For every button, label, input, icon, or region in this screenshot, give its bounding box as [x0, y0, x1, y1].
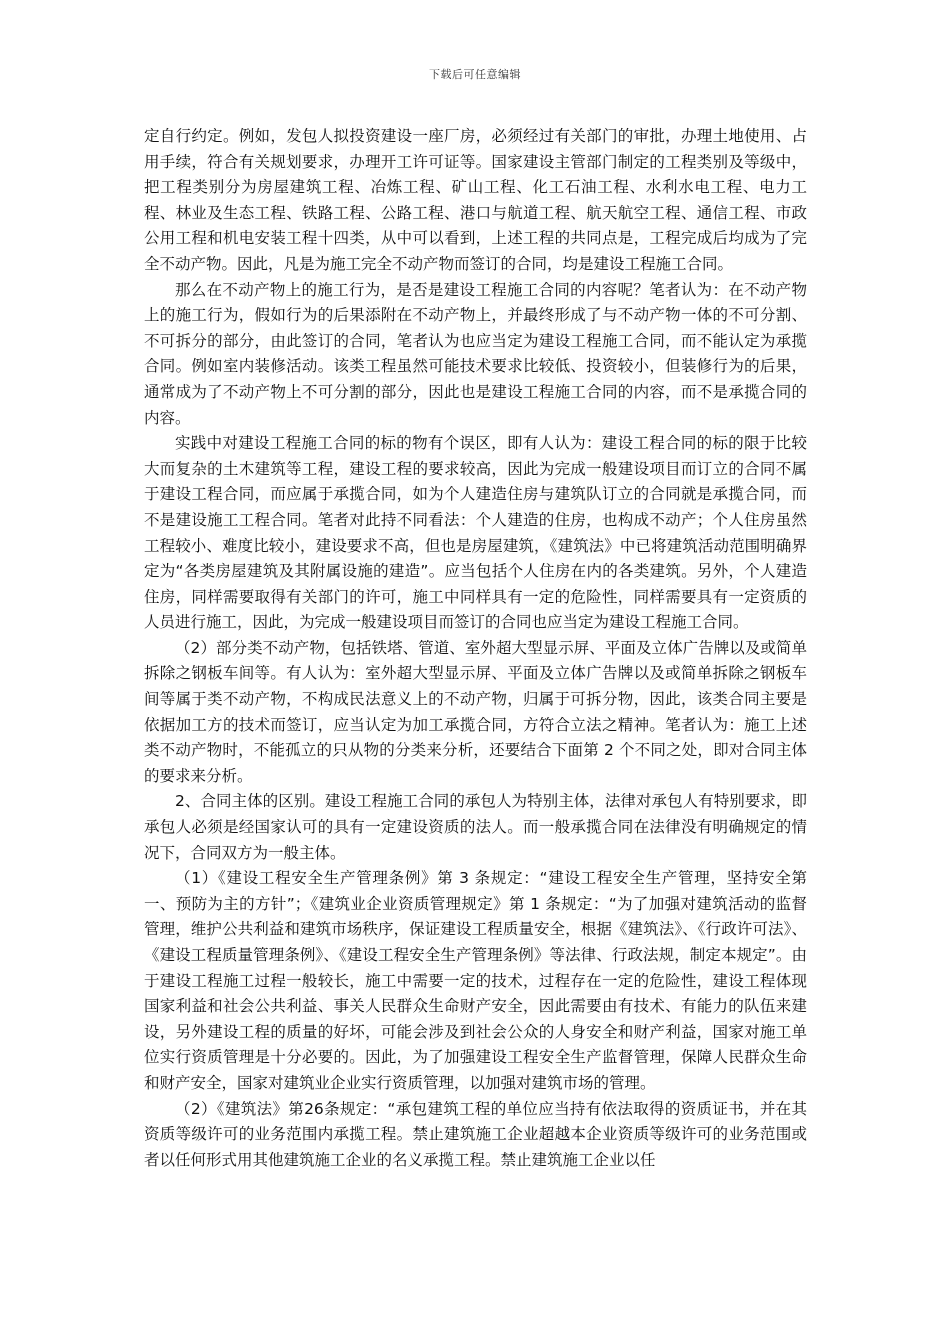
paragraph-3: 实践中对建设工程施工合同的标的物有个误区，即有人认为：建设工程合同的标的限于比较大而复杂的土木建筑等工程，建设工程的要求较高，因此为完成一般建设项目而订立的合同不属于建设工程合同，而应属于承揽合同，如为个人建造住房与建筑队订立的合同就是承揽合同，而不是建设施工工程合同。笔者对此持不同看法：个人建造的住房，也构成不动产；个人住房虽然工程较小、难度比较小，建设要求不高，但也是房屋建筑，《建筑法》中已将建筑活动范围明确界定为“各类房屋建筑及其附属设施的建造”。应当包括个人住房在内的各类建筑。另外，个人建造住房，同样需要取得有关部门的许可，施工中同样具有一定的危险性，同样需要具有一定资质的人员进行施工，因此，为完成一般建设项目而签订的合同也应当定为建设工程施工合同。	[144, 434, 807, 632]
paragraph-2: 那么在不动产物上的施工行为，是否是建设工程施工合同的内容呢？笔者认为：在不动产物上的施工行为，假如行为的后果添附在不动产物上，并最终形成了与不动产物一体的不可分割、不可拆分的部分，由此签订的合同，笔者认为也应当定为建设工程施工合同，而不能认定为承揽合同。例如室内装修活动。该类工程虽然可能技术要求比较低、投资较小，但装修行为的后果，通常成为了不动产物上不可分割的部分，因此也是建设工程施工合同的内容，而不是承揽合同的内容。	[144, 280, 807, 427]
paragraph-1: 定自行约定。例如，发包人拟投资建设一座厂房，必须经过有关部门的审批，办理土地使用、占用手续，符合有关规划要求，办理开工许可证等。国家建设主管部门制定的工程类别及等级中，把工程类别分为房屋建筑工程、冶炼工程、矿山工程、化工石油工程、水利水电工程、电力工程、林业及生态工程、铁路工程、公路工程、港口与航道工程、航天航空工程、通信工程、市政公用工程和机电安装工程十四类，从中可以看到，上述工程的共同点是，工程完成后均成为了完全不动产物。因此，凡是为施工完全不动产物而签订的合同，均是建设工程施工合同。	[144, 127, 807, 273]
document-body	[144, 124, 807, 1173]
page-header: 下载后可任意编辑	[429, 68, 521, 81]
paragraph-7: （2）《建筑法》第26条规定：“承包建筑工程的单位应当持有依法取得的资质证书，并在其资质等级许可的业务范围内承揽工程。禁止建筑施工企业超越本企业资质等级许可的业务范围或者以任何形式用其他建筑施工企业的名义承揽工程。禁止建筑施工企业以任	[144, 1099, 807, 1169]
paragraph-6: （1）《建设工程安全生产管理条例》第 3 条规定：“建设工程安全生产管理，坚持安全第一、预防为主的方针”；《建筑业企业资质管理规定》第 1 条规定：“为了加强对建筑活动的监督管理，维护公共利益和建筑市场秩序，保证建设工程质量安全，根据《建筑法》、《行政许可法》、《建设工程质量管理条例》、《建设工程安全生产管理条例》等法律、行政法规，制定本规定”。由于建设工程施工过程一般较长，施工中需要一定的技术，过程存在一定的危险性，建设工程体现国家利益和社会公共利益、事关人民群众生命财产安全，因此需要由有技术、有能力的队伍来建设，另外建设工程的质量的好坏，可能会涉及到社会公众的人身安全和财产利益，国家对施工单位实行资质管理是十分必要的。因此，为了加强建设工程安全生产监督管理，保障人民群众生命和财产安全，国家对建筑业企业实行资质管理，以加强对建筑市场的管理。	[144, 869, 807, 1092]
paragraph-5: 2、合同主体的区别。建设工程施工合同的承包人为特别主体，法律对承包人有特别要求，即承包人必须是经国家认可的具有一定建设资质的法人。而一般承揽合同在法律没有明确规定的情况下，合同双方为一般主体。	[144, 792, 807, 862]
paragraph-4: （2）部分类不动产物，包括铁塔、管道、室外超大型显示屏、平面及立体广告牌以及或简单拆除之钢板车间等。有人认为：室外超大型显示屏、平面及立体广告牌以及或简单拆除之钢板车间等属于类不动产物，不构成民法意义上的不动产物，归属于可拆分物，因此，该类合同主要是依据加工方的技术而签订，应当认定为加工承揽合同，方符合立法之精神。笔者认为：施工上述类不动产物时，不能孤立的只从物的分类来分析，还要结合下面第 2 个不同之处，即对合同主体的要求来分析。	[144, 638, 807, 785]
